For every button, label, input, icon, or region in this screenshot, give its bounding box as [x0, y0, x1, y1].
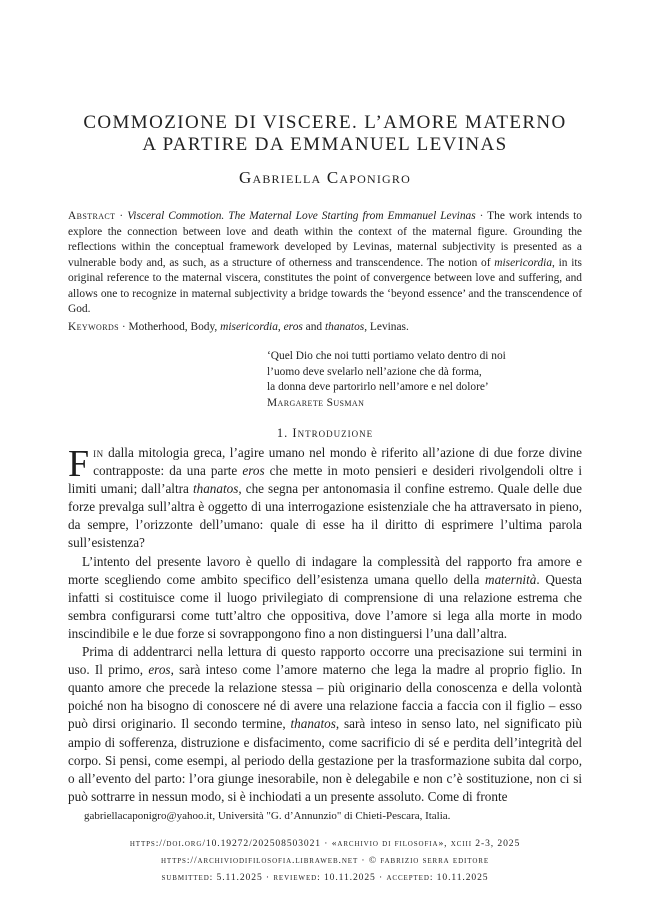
- epigraph-line-3: la donna deve partorirlo nell’amore e nel dolore’: [267, 381, 489, 393]
- epigraph-line-1: ‘Quel Dio che noi tutti portiamo velato dentro di noi: [267, 350, 506, 362]
- epigraph-author: Margarete Susman: [267, 396, 365, 409]
- keywords-comma: ,: [277, 321, 284, 333]
- p3-text-3: , sarà inteso in senso lato, nel significato più ampio di sofferenza, distruzione e disfacimento, come sacrificio di sé e perdita dell’integrità del corpo. Si pensi, come esempi, al periodo della gestazione per la trasformazione subita dal corpo, o all’evento del parto: l’ora giunge inesorabile, non è delegabile e non c’è sostituzione, non ci si può sottrarre in nessun modo, si è inchiodati a un presente assoluto. Come di fronte: [68, 716, 582, 804]
- abstract-text-1: · The work intends to explore the connection between love and death within the context of the maternal figure. Grounding the reflections within the conceptual framework developed by Levinas, maternal subjectivity is presented as a vulnerable body and, as such, as a structure of otherness and transcendence. The notion of: [68, 210, 582, 269]
- p1-text-1: dalla mitologia greca, l’agire umano nel mondo è riferito all’azione di due forze divine contrapposte: da una parte: [93, 445, 582, 479]
- keywords-text-1: · Motherhood, Body,: [118, 321, 221, 333]
- p2-text-2: . Questa infatti si costituisce come il luogo privilegiato di comprensione di una relazione estrema che sembra configurarsi come tutt’altro che oppositiva, dove l’amore si lega alla morte in modo inscindibile e le due forze si sovrappongono fino a non distinguersi l’una dall’altra.: [68, 571, 582, 641]
- paragraph-3: [68, 643, 582, 806]
- article-title: [60, 112, 590, 156]
- author-affiliation-footnote: gabriellacaponigro@yahoo.it, Università "G. d’Annunzio" di Chieti-Pescara, Italia.: [84, 810, 451, 822]
- paragraph-1: [68, 444, 582, 553]
- keyword-thanatos: thanatos: [324, 321, 365, 333]
- epigraph: [267, 349, 587, 411]
- abstract: [68, 209, 582, 318]
- p3-text-2: , sarà inteso come l’amore materno che lega la madre al proprio figlio. In quanto amore che precede la relazione stessa – più originario della conoscenza e della volontà poiché non ha bisogno di conoscere né di avere una relazione faccia a faccia con il figlio – esso può dirsi originario. Il secondo termine,: [68, 662, 582, 732]
- keywords-label: Keywords: [68, 321, 119, 333]
- first-word: in: [93, 445, 104, 460]
- section-heading: 1. Introduzione: [276, 426, 374, 440]
- body-text: [68, 444, 582, 806]
- keywords-and: and: [302, 321, 325, 333]
- doi-line: https://doi.org/10.19272/202508503021 · «archivio di filosofia», xciii 2-3, 2025: [129, 838, 521, 849]
- p1-text-2: che mette in moto pensieri e desideri rivolgendoli oltre i limiti umani; dall’altra: [68, 463, 582, 497]
- p2-text-1: L’intento del presente lavoro è quello di indagare la complessità del rapporto fra amore e morte scegliendo come ambito specifico dell’esistenza umana quello della: [68, 553, 582, 587]
- drop-cap: F: [68, 443, 90, 485]
- keywords: [68, 320, 582, 336]
- keyword-eros: eros: [283, 321, 303, 333]
- abstract-separator: ·: [115, 210, 128, 222]
- abstract-english-title: Visceral Commotion. The Maternal Love Starting from Emmanuel Levinas: [127, 210, 476, 222]
- publisher-line: https://archiviodifilosofia.libraweb.net · © fabrizio serra editore: [160, 855, 490, 866]
- abstract-text-2: , in its original reference to the maternal viscera, constitutes the point of convergence between love and suffering, and allows one to recognize in maternal subjectivity a bridge towards the ‘beyond essence’ and the transcendence of God.: [68, 256, 582, 315]
- submission-dates: submitted: 5.11.2025 · reviewed: 10.11.2025 · accepted: 10.11.2025: [161, 872, 489, 883]
- keywords-text-2: , Levinas.: [364, 321, 409, 333]
- title-line-1: COMMOZIONE DI VISCERE. L’AMORE MATERNO: [83, 112, 567, 133]
- title-line-2: A PARTIRE DA EMMANUEL LEVINAS: [142, 134, 508, 155]
- p1-eros: eros: [242, 463, 265, 479]
- p3-thanatos: thanatos: [290, 716, 336, 732]
- keyword-misericordia: misericordia: [220, 321, 278, 333]
- abstract-label: Abstract: [68, 210, 116, 222]
- abstract-misericordia: misericordia: [494, 256, 553, 269]
- p3-eros: eros: [148, 662, 171, 678]
- p1-thanatos: thanatos: [192, 481, 239, 497]
- p1-text-3: , che segna per antonomasia il confine estremo. Quale delle due forze prevalga sull’altra è oggetto di una interrogazione esistenziale che ha attraversato in pieno, da sempre, l’orizzonte dell’umano: quale di esse ha il diritto di esprimere l’ultima parola sull’esistenza?: [68, 481, 583, 551]
- epigraph-line-2: l’uomo deve svelarlo nell’azione che dà forma,: [267, 365, 482, 378]
- p2-maternita: maternità: [485, 571, 537, 587]
- paragraph-2: [68, 553, 582, 643]
- author-name: Gabriella Caponigro: [239, 168, 411, 187]
- p3-text-1: Prima di addentrarci nella lettura di questo rapporto occorre una precisazione sui termini in uso. Il primo,: [68, 644, 582, 678]
